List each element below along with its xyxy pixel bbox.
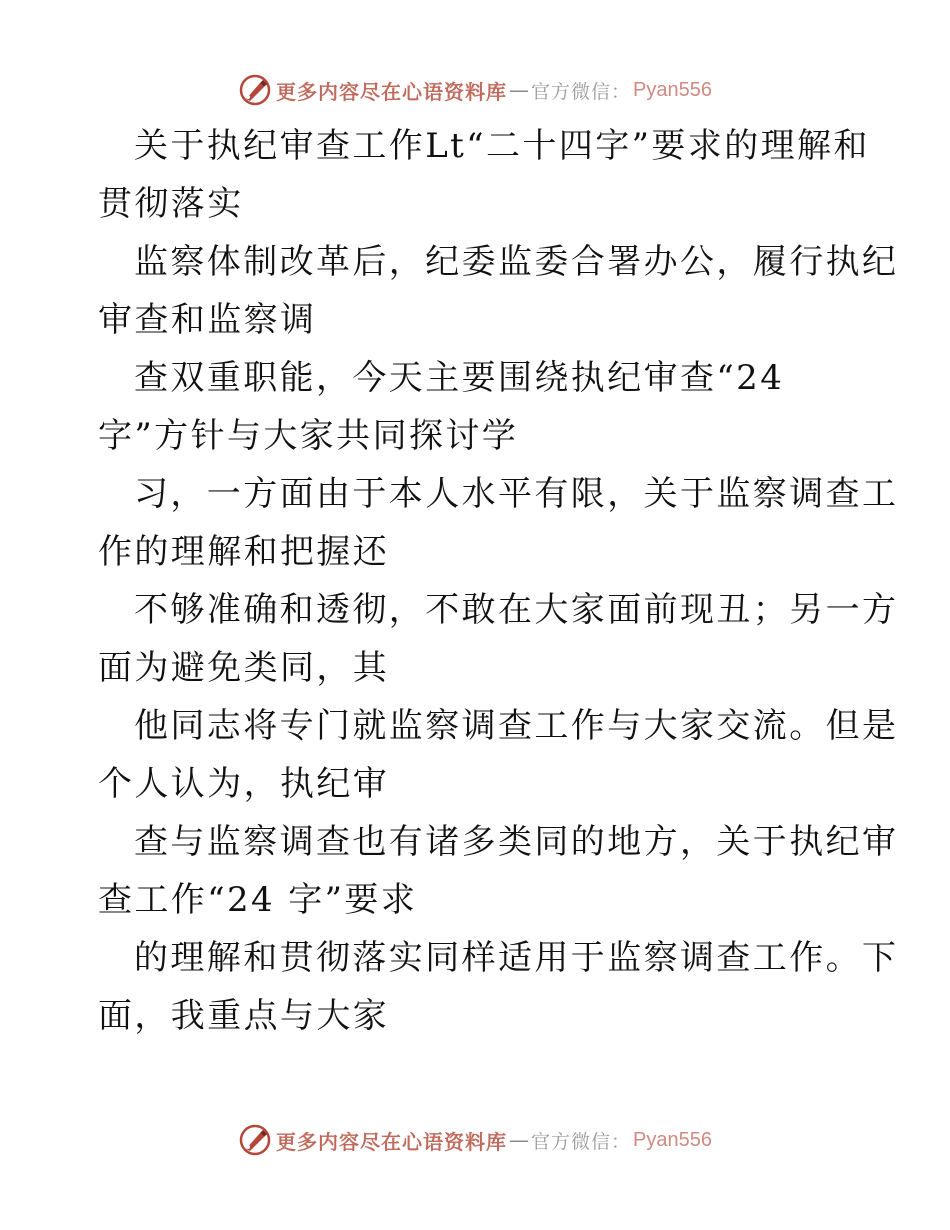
pen-logo-icon — [238, 1123, 272, 1157]
text-line: 不够准确和透彻，不敢在大家面前现丑；另一方 — [134, 590, 899, 630]
banner-dash: — — [509, 1128, 529, 1152]
wechat-label: 官方微信： — [531, 1130, 632, 1153]
header-banner — [0, 68, 950, 112]
pen-logo-icon — [238, 73, 272, 107]
wechat-label: 官方微信： — [531, 80, 632, 103]
text-line: 审查和监察调 — [98, 300, 317, 340]
text-line: 作的理解和把握还 — [98, 532, 390, 572]
text-line: 习，一方面由于本人水平有限，关于监察调查工 — [134, 474, 899, 514]
text-line: 面，我重点与大家 — [98, 996, 390, 1036]
banner-dash: — — [509, 78, 529, 102]
text-line: 他同志将专门就监察调查工作与大家交流。但是 — [134, 706, 899, 746]
brand-text: 更多内容尽在心语资料库 — [276, 1129, 507, 1154]
text-line: 的理解和贯彻落实同样适用于监察调查工作。下 — [134, 938, 899, 978]
text-line: 查双重职能，今天主要围绕执纪审查“24 — [134, 358, 785, 398]
text-line: 个人认为，执纪审 — [98, 764, 390, 804]
text-line: 关于执纪审查工作Lt“二十四字”要求的理解和 — [134, 126, 870, 166]
footer-banner — [0, 1118, 950, 1162]
wechat-id: Pyan556 — [633, 78, 712, 101]
document-body — [98, 117, 899, 1045]
text-line: 查工作“24 字”要求 — [98, 880, 418, 920]
text-line: 监察体制改革后，纪委监委合署办公，履行执纪 — [134, 242, 899, 282]
text-line: 面为避免类同，其 — [98, 648, 390, 688]
text-line: 字”方针与大家共同探讨学 — [98, 416, 519, 456]
wechat-id: Pyan556 — [633, 1128, 712, 1151]
text-line: 查与监察调查也有诸多类同的地方，关于执纪审 — [134, 822, 899, 862]
brand-text: 更多内容尽在心语资料库 — [276, 79, 507, 104]
text-line: 贯彻落实 — [98, 184, 244, 224]
